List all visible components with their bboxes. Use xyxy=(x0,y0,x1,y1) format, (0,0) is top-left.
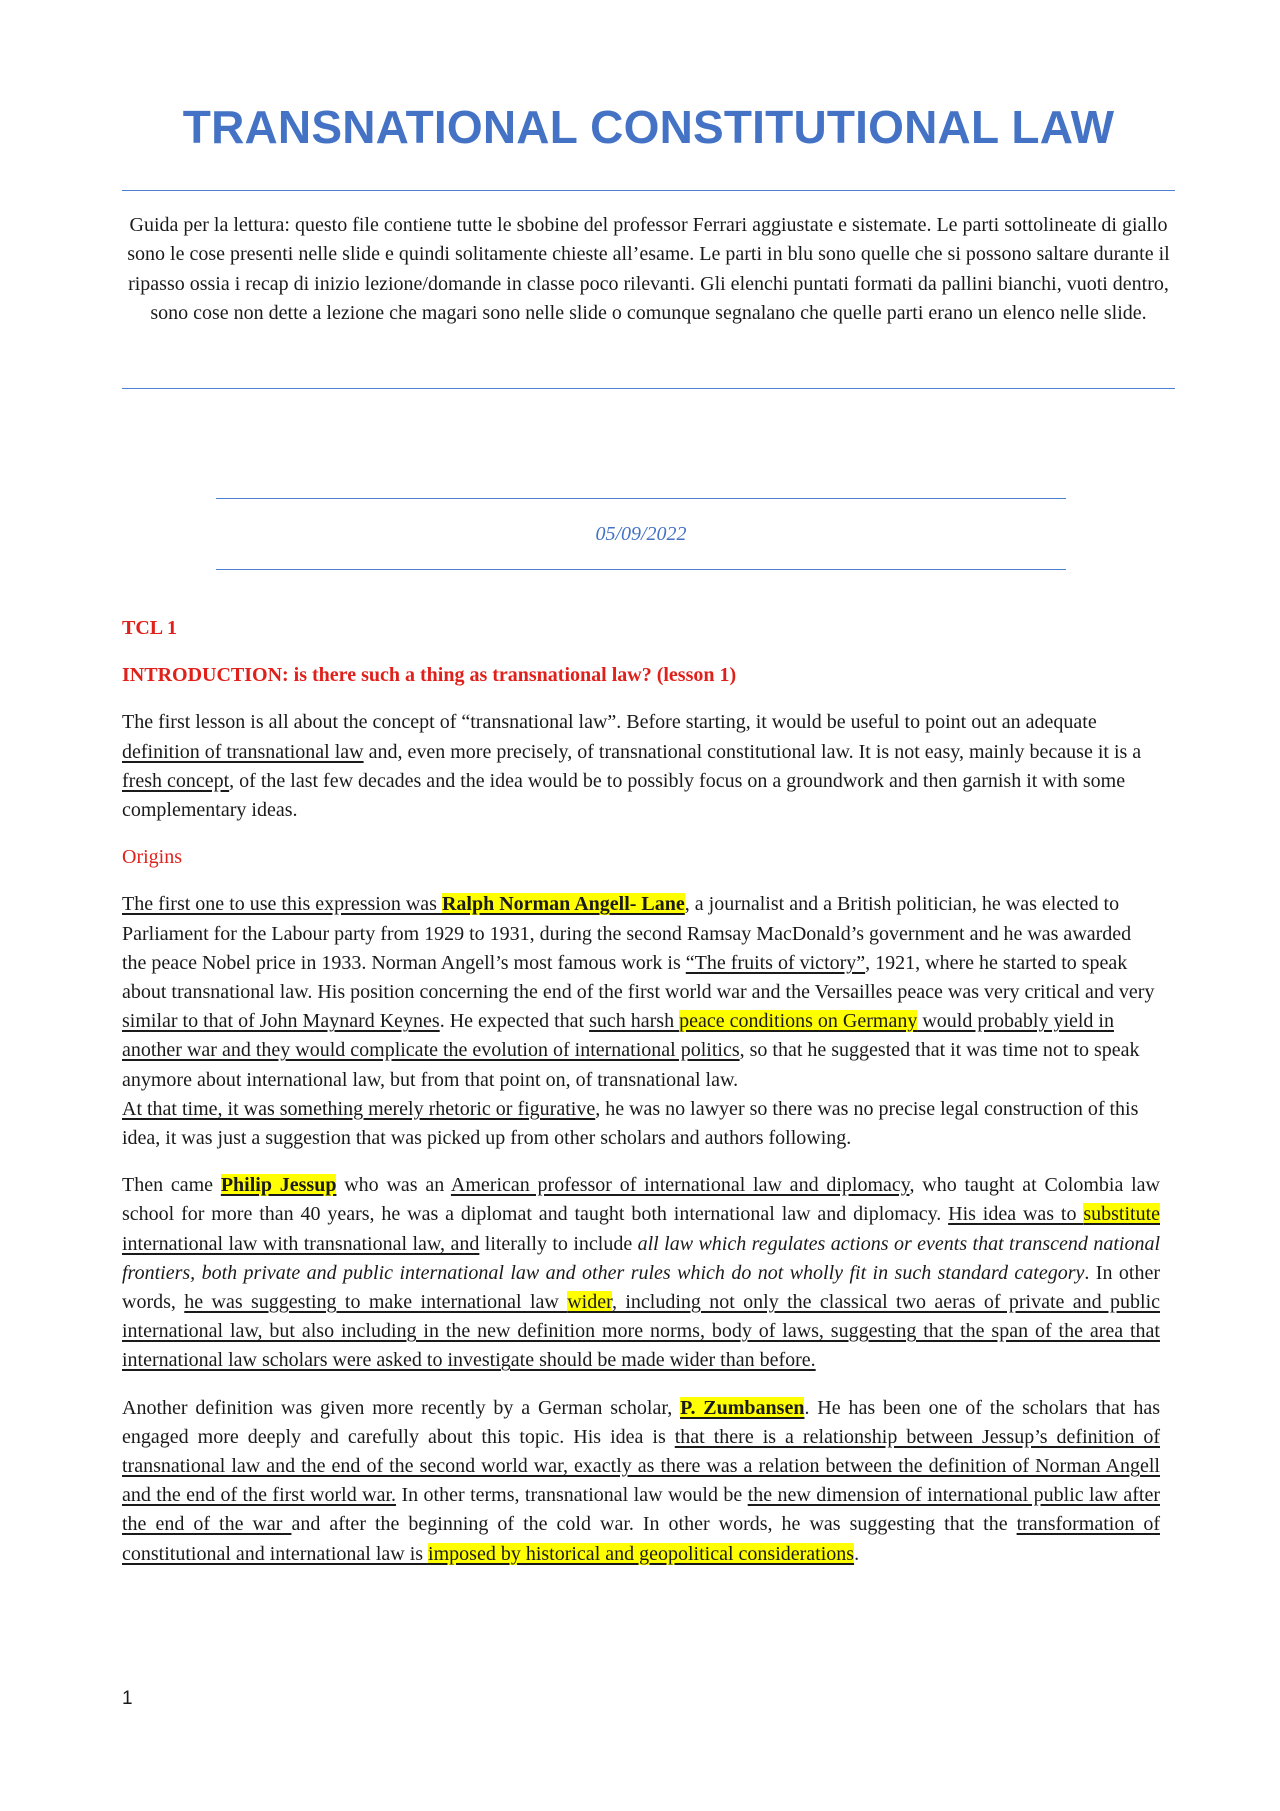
underlined-text: , including not only the classical two aeras of private and public international law, but also including in the new definition more norms, body of laws, suggesting that the span of the area that international law scholars were asked to investigate should be made wider than before. xyxy=(122,1291,1161,1372)
lesson-code: TCL 1 xyxy=(122,617,178,639)
highlighted-name: Philip Jessup xyxy=(220,1174,337,1197)
text-run: , so that he suggested that it was time not to speak anymore about international law, but from that point on, of transnational law. xyxy=(122,1039,1140,1091)
underlined-text: similar to that of John Maynard Keynes xyxy=(122,1010,440,1033)
underlined-text: such harsh xyxy=(589,1010,680,1033)
text-run: . In other words, xyxy=(122,1261,1160,1314)
date-divider-bottom xyxy=(216,569,1066,570)
lesson-title: INTRODUCTION: is there such a thing as transnational law? (lesson 1) xyxy=(122,664,737,687)
underlined-text: fresh concept xyxy=(122,769,230,792)
text-run: Another definition was given more recently by a German scholar, xyxy=(122,1396,681,1419)
text-run: , of the last few decades and the idea would be to possibly focus on a groundwork and then garnish it with some complementary ideas. xyxy=(122,769,1126,822)
document-body xyxy=(122,614,1160,1587)
highlighted-text: peace conditions on Germany xyxy=(679,1010,918,1033)
text-run: and after the beginning of the cold war. In other words, he was suggesting that the xyxy=(291,1513,1017,1536)
highlighted-text: wider xyxy=(567,1291,612,1314)
underlined-text: The first one to use this expression was xyxy=(122,893,442,916)
italic-quote: all law which regulates actions or events that transcend national frontiers, both private and public international law and other rules which do not wholly fit in such standard category xyxy=(122,1232,1161,1284)
reading-guide: Guida per la lettura: questo file contiene tutte le sbobine del professor Ferrari aggiustate e sistemate. Le parti sottolineate di giallo sono le cose presenti nelle slide e quindi solitamente chieste all’esame. Le parti in blu sono quelle che si possono saltare durante il ripasso ossia i recap di inizio lezione/domande in classe poco rilevanti. Gli elenchi puntati formati da pallini bianchi, vuoti dentro, sono cose non dette a lezione che magari sono nelle slide o comunque segnalano che quelle parti erano un elenco nelle slide. xyxy=(127,214,1170,324)
text-run: , a journalist and a British politician, he was elected to Parliament for the Labour party from 1929 to 1931, during the second Ramsay MacDonald’s government and he was awarded the peace Nobel price in 1933. Norman Angell’s most famous work is xyxy=(122,893,1132,974)
underlined-text: that there is a relationship between Jessup’s definition of transnational law and the end of the second world war, exactly as there was a relation between the definition of Norman Angell and the end of the first world war. xyxy=(122,1425,1160,1507)
date-divider-top xyxy=(216,498,1066,499)
text-run: In other terms, transnational law would be xyxy=(396,1484,748,1507)
paragraph-angell xyxy=(122,890,1160,1153)
underlined-text: he was suggesting to make international law xyxy=(184,1291,568,1314)
underlined-text: international law with transnational law, and xyxy=(122,1232,480,1255)
text-run: , 1921, where he started to speak about transnational law. His position concerning the end of the first world war and the Versailles peace was very critical and very xyxy=(122,951,1155,1004)
underlined-text: “The fruits of victory” xyxy=(685,951,866,974)
text-run: literally to include xyxy=(479,1232,638,1255)
document-title: TRANSNATIONAL CONSTITUTIONAL LAW xyxy=(182,101,1115,153)
text-run: . xyxy=(854,1542,860,1565)
page-number: 1 xyxy=(122,1688,133,1709)
underlined-text: the new dimension of international public law after the end of the war xyxy=(122,1484,1160,1536)
underlined-text: American professor of international law and diplomacy xyxy=(450,1174,910,1197)
underlined-text: definition of transnational law xyxy=(122,740,364,763)
section-heading-origins: Origins xyxy=(122,846,182,869)
guide-divider xyxy=(122,388,1175,389)
text-run: , who taught at Colombia law school for more than 40 years, he was a diplomat and taught both international law and diplomacy. xyxy=(122,1174,1160,1226)
text-run: and, even more precisely, of transnational constitutional law. It is not easy, mainly because it is a xyxy=(363,740,1142,763)
text-run: who was an xyxy=(336,1174,451,1197)
paragraph-intro xyxy=(122,708,1160,825)
paragraph-zumbansen xyxy=(122,1394,1160,1569)
underlined-text: would probably yield in another war and they would complicate the evolution of international politics xyxy=(122,1010,1114,1062)
text-run: Then came xyxy=(122,1174,221,1197)
underlined-text: His idea was to xyxy=(948,1203,1084,1226)
text-run: . He has been one of the scholars that has engaged more deeply and carefully about this topic. His idea is xyxy=(122,1396,1160,1448)
underlined-text: At that time, it was something merely rhetoric or figurative xyxy=(122,1097,596,1120)
highlighted-name: P. Zumbansen xyxy=(680,1396,805,1419)
highlighted-text: imposed by historical and geopolitical considerations xyxy=(428,1542,855,1565)
underlined-text: transformation of constitutional and international law is xyxy=(122,1513,1161,1565)
text-run: , he was no lawyer so there was no precise legal construction of this idea, it was just a suggestion that was picked up from other scholars and authors following. xyxy=(122,1097,1139,1150)
highlighted-name: Ralph Norman Angell- Lane xyxy=(441,893,685,916)
lesson-date: 05/09/2022 xyxy=(595,523,687,545)
text-run: The first lesson is all about the concept of “transnational law”. Before starting, it would be useful to point out an adequate xyxy=(122,711,1097,734)
title-divider xyxy=(122,190,1175,191)
text-run: . He expected that xyxy=(439,1010,590,1033)
paragraph-jessup xyxy=(122,1171,1160,1375)
highlighted-text: substitute xyxy=(1083,1203,1160,1226)
